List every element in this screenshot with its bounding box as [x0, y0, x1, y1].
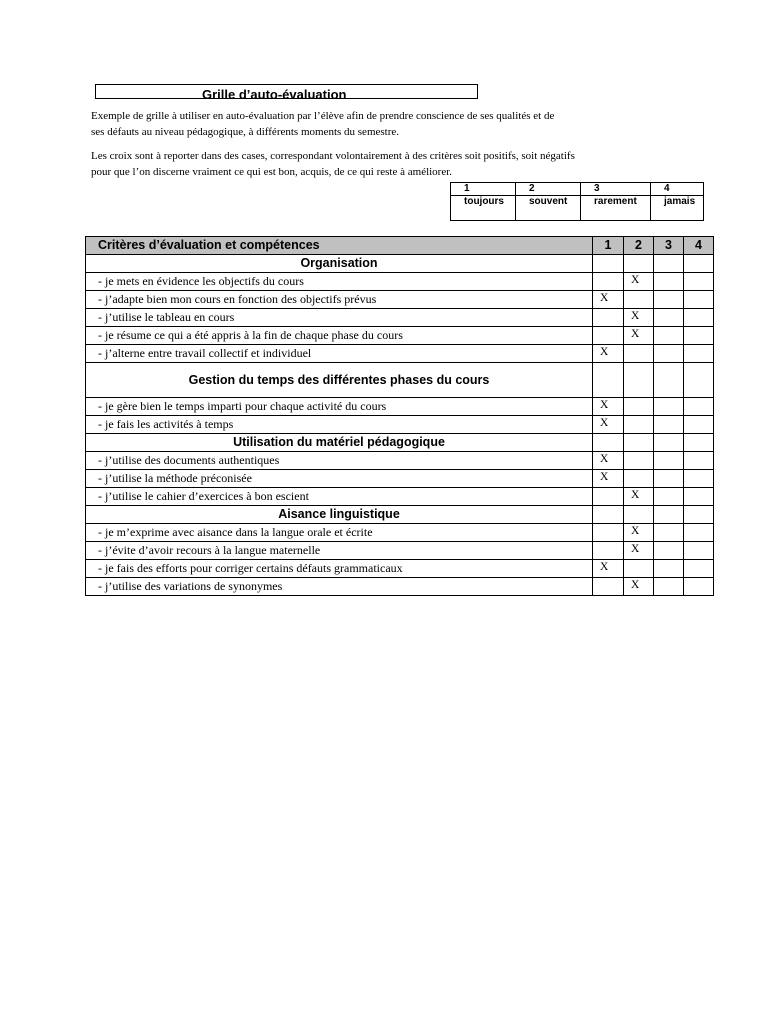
- legend-number: 4: [664, 183, 670, 194]
- rating-cell: [593, 578, 624, 596]
- rating-cell: [654, 309, 684, 327]
- criterion-row: [86, 416, 714, 434]
- criterion-label: - j’utilise des variations de synonymes: [86, 578, 593, 596]
- rating-cell: [654, 291, 684, 309]
- legend-word: jamais: [651, 196, 704, 221]
- rating-cell: [654, 398, 684, 416]
- title-box: [95, 84, 478, 99]
- rating-cell: [684, 470, 714, 488]
- rating-cell: [654, 488, 684, 506]
- rating-cell: [593, 255, 624, 273]
- check-mark: X: [624, 578, 654, 596]
- legend-word: rarement: [581, 196, 651, 221]
- legend-number: 1: [464, 183, 470, 194]
- rating-cell: [654, 506, 684, 524]
- criterion-label: - j’utilise des documents authentiques: [86, 452, 593, 470]
- legend-word: souvent: [516, 196, 581, 221]
- criterion-label: - j’utilise la méthode préconisée: [86, 470, 593, 488]
- criterion-row: [86, 345, 714, 363]
- intro-line-2: ses défauts au niveau pédagogique, à différents moments du semestre.: [91, 126, 400, 138]
- section-row: [86, 506, 714, 524]
- rating-cell: [654, 345, 684, 363]
- check-mark: X: [593, 416, 624, 434]
- section-row: [86, 363, 714, 398]
- column-header-4: 4: [684, 237, 714, 255]
- rating-cell: [624, 345, 654, 363]
- criterion-row: [86, 452, 714, 470]
- rating-cell: [593, 488, 624, 506]
- rating-cell: [654, 434, 684, 452]
- rating-cell: [624, 560, 654, 578]
- criterion-label: - je gère bien le temps imparti pour chaque activité du cours: [86, 398, 593, 416]
- criterion-label: - je mets en évidence les objectifs du cours: [86, 273, 593, 291]
- rating-cell: [654, 273, 684, 291]
- rating-cell: [684, 578, 714, 596]
- rating-cell: [654, 363, 684, 398]
- rating-cell: [654, 578, 684, 596]
- criterion-row: [86, 398, 714, 416]
- rating-cell: [684, 309, 714, 327]
- scale-legend: [450, 182, 704, 221]
- criterion-label: - j’utilise le tableau en cours: [86, 309, 593, 327]
- rating-cell: [593, 434, 624, 452]
- rating-cell: [684, 416, 714, 434]
- rating-cell: [684, 327, 714, 345]
- rating-cell: [654, 255, 684, 273]
- rating-cell: [593, 542, 624, 560]
- check-mark: X: [593, 398, 624, 416]
- rating-cell: [593, 327, 624, 345]
- column-header-1: 1: [593, 237, 624, 255]
- check-mark: X: [593, 452, 624, 470]
- legend-cell: [651, 183, 704, 196]
- criterion-row: [86, 327, 714, 345]
- evaluation-grid: [85, 236, 714, 596]
- rating-cell: [684, 255, 714, 273]
- check-mark: X: [593, 345, 624, 363]
- rating-cell: [624, 416, 654, 434]
- criterion-row: [86, 578, 714, 596]
- rating-cell: [684, 542, 714, 560]
- rating-cell: [654, 524, 684, 542]
- rating-cell: [684, 434, 714, 452]
- grid-header-row: [86, 237, 714, 255]
- criterion-label: - j’adapte bien mon cours en fonction des objectifs prévus: [86, 291, 593, 309]
- legend-number: 2: [529, 183, 535, 194]
- criterion-label: - je résume ce qui a été appris à la fin de chaque phase du cours: [86, 327, 593, 345]
- rating-cell: [654, 560, 684, 578]
- rating-cell: [624, 470, 654, 488]
- rating-cell: [684, 345, 714, 363]
- criterion-row: [86, 542, 714, 560]
- check-mark: X: [593, 291, 624, 309]
- check-mark: X: [624, 542, 654, 560]
- rating-cell: [593, 363, 624, 398]
- section-heading: Utilisation du matériel pédagogique: [86, 434, 593, 452]
- check-mark: X: [624, 524, 654, 542]
- criterion-label: - j’utilise le cahier d’exercices à bon escient: [86, 488, 593, 506]
- criterion-row: [86, 309, 714, 327]
- criterion-row: [86, 560, 714, 578]
- criterion-row: [86, 273, 714, 291]
- rating-cell: [624, 434, 654, 452]
- rating-cell: [624, 506, 654, 524]
- rating-cell: [624, 398, 654, 416]
- rating-cell: [654, 542, 684, 560]
- rating-cell: [684, 291, 714, 309]
- intro-line-4: pour que l’on discerne vraiment ce qui est bon, acquis, de ce qui reste à améliorer.: [91, 166, 453, 178]
- check-mark: X: [624, 488, 654, 506]
- rating-cell: [684, 398, 714, 416]
- section-heading: Aisance linguistique: [86, 506, 593, 524]
- legend-numbers-row: [451, 183, 704, 196]
- criterion-label: - je fais les activités à temps: [86, 416, 593, 434]
- rating-cell: [624, 452, 654, 470]
- rating-cell: [684, 560, 714, 578]
- legend-cell: [581, 183, 651, 196]
- rating-cell: [593, 273, 624, 291]
- column-header-3: 3: [654, 237, 684, 255]
- rating-cell: [684, 488, 714, 506]
- legend-words-row: [451, 196, 704, 221]
- check-mark: X: [624, 327, 654, 345]
- check-mark: X: [624, 273, 654, 291]
- rating-cell: [684, 452, 714, 470]
- rating-cell: [654, 327, 684, 345]
- rating-cell: [593, 506, 624, 524]
- section-row: [86, 255, 714, 273]
- criterion-label: - je fais des efforts pour corriger certains défauts grammaticaux: [86, 560, 593, 578]
- check-mark: X: [593, 560, 624, 578]
- criterion-row: [86, 488, 714, 506]
- rating-cell: [624, 255, 654, 273]
- rating-cell: [593, 524, 624, 542]
- section-row: [86, 434, 714, 452]
- legend-cell: [451, 183, 516, 196]
- criteria-header: Critères d’évaluation et compétences: [86, 237, 593, 255]
- criterion-row: [86, 470, 714, 488]
- section-heading: Gestion du temps des différentes phases du cours: [86, 363, 593, 398]
- rating-cell: [654, 470, 684, 488]
- legend-cell: [516, 183, 581, 196]
- rating-cell: [624, 291, 654, 309]
- section-heading: Organisation: [86, 255, 593, 273]
- check-mark: X: [593, 470, 624, 488]
- rating-cell: [684, 524, 714, 542]
- page-title: Grille d’auto-évaluation: [202, 87, 347, 99]
- rating-cell: [684, 273, 714, 291]
- rating-cell: [654, 416, 684, 434]
- rating-cell: [684, 506, 714, 524]
- intro-line-1: Exemple de grille à utiliser en auto-évaluation par l’élève afin de prendre conscience de ses qualités et de: [91, 110, 555, 122]
- rating-cell: [624, 363, 654, 398]
- criterion-label: - j’alterne entre travail collectif et individuel: [86, 345, 593, 363]
- legend-number: 3: [594, 183, 600, 194]
- check-mark: X: [624, 309, 654, 327]
- criterion-label: - je m’exprime avec aisance dans la langue orale et écrite: [86, 524, 593, 542]
- grid-body: [86, 255, 714, 596]
- column-header-2: 2: [624, 237, 654, 255]
- intro-line-3: Les croix sont à reporter dans des cases, correspondant volontairement à des critères soit positifs, soit négatifs: [91, 150, 575, 162]
- rating-cell: [593, 309, 624, 327]
- criterion-row: [86, 524, 714, 542]
- rating-cell: [684, 363, 714, 398]
- criterion-label: - j’évite d’avoir recours à la langue maternelle: [86, 542, 593, 560]
- rating-cell: [654, 452, 684, 470]
- criterion-row: [86, 291, 714, 309]
- legend-word: toujours: [451, 196, 516, 221]
